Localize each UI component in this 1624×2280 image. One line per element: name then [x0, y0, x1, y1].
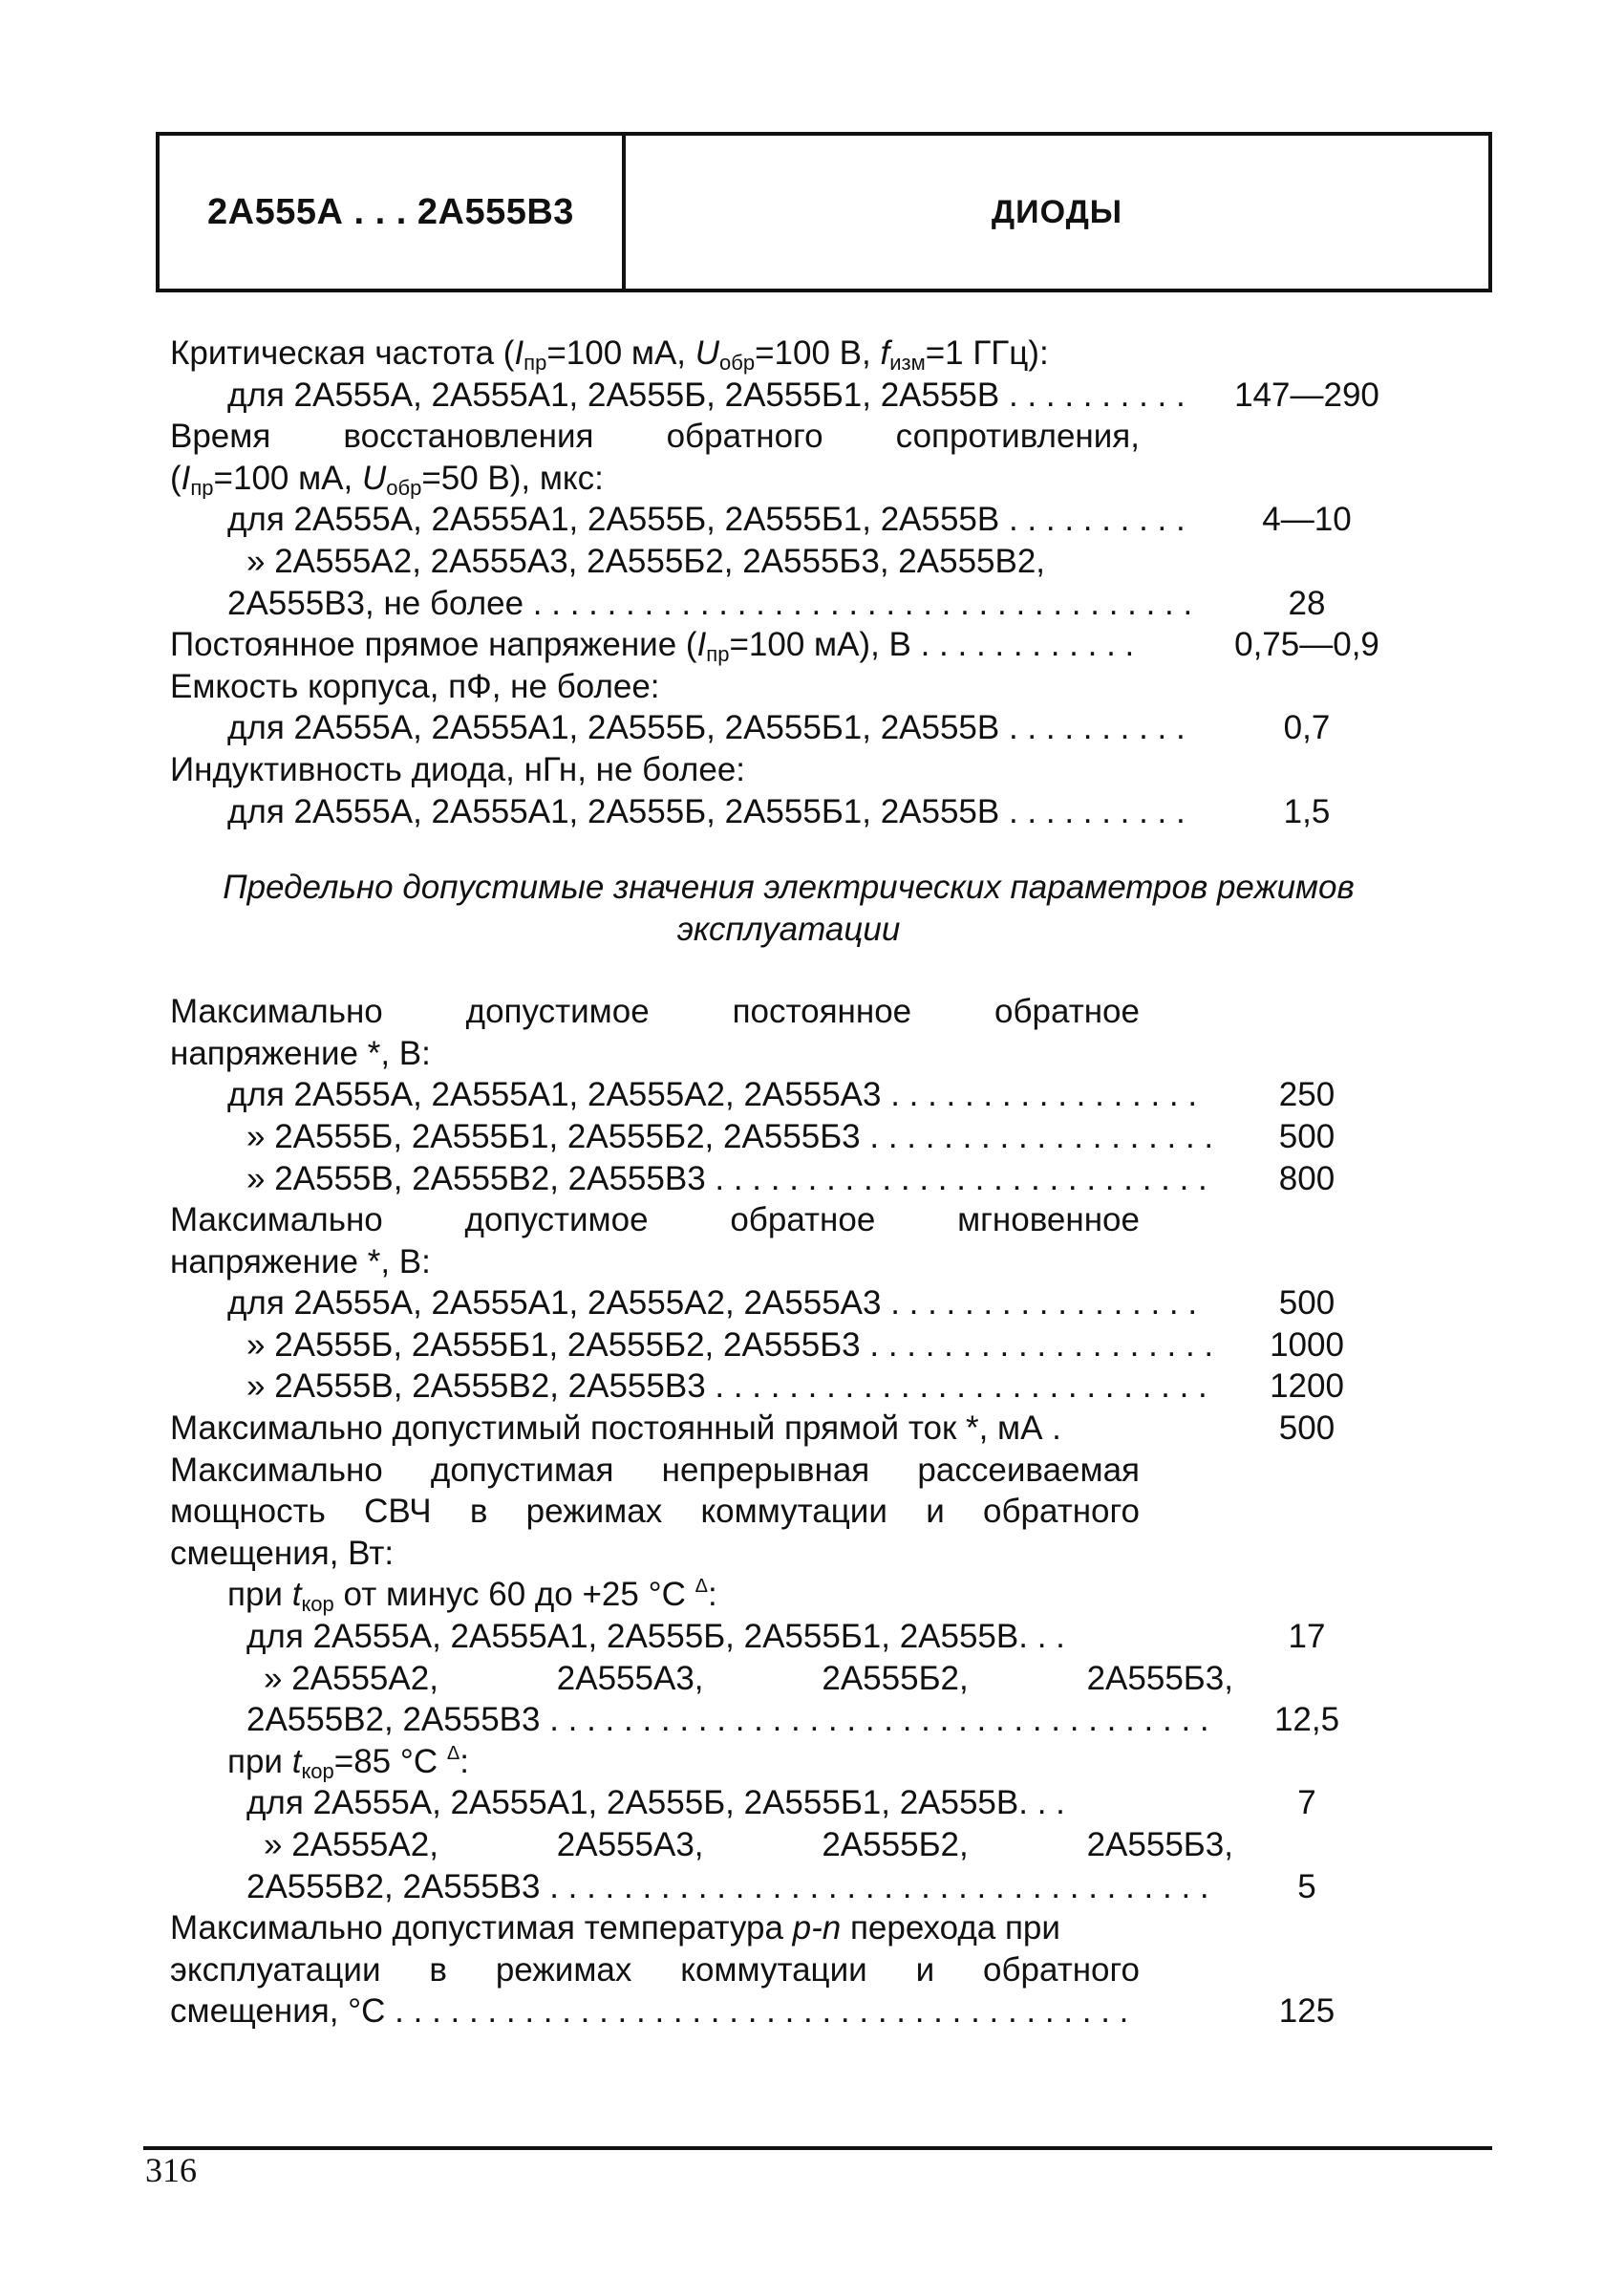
param-inductance-row: для 2А555А, 2А555А1, 2А555Б, 2А555Б1, 2А555В . . . 1,5	[170, 791, 1441, 833]
param-recovery-row-1: для 2А555А, 2А555А1, 2А555Б, 2А555Б1, 2А555В . . . 4—10	[170, 499, 1441, 541]
spec-content	[170, 333, 1441, 2033]
param-forward-voltage: Постоянное прямое напряжение ($I_{пр}=100$ мА), В . . . 0,75—0,9	[170, 624, 1441, 666]
limit-power-cond-2-row: для 2А555А, 2А555А1, 2А555Б, 2А555Б1, 2А555В. . . 7	[246, 1784, 1316, 1822]
limit-power-line-1: Максимально допустимая непрерывная рассеиваемая	[170, 1451, 1140, 1489]
limit-power-cond-1-row: для 2А555А, 2А555А1, 2А555Б, 2А555Б1, 2А555В. . . 17	[246, 1618, 1326, 1656]
limit-inst-reverse-tail: напряжение *, В:	[170, 1242, 431, 1280]
limit-inst-reverse-row: » 2А555Б, 2А555Б1, 2А555Б2, 2А555Б3 . . . 1000	[170, 1324, 1441, 1366]
param-recovery-conditions: ($I_{пр}=100$ мА, $U_{обр}=50$ В), мкс:	[170, 459, 604, 500]
limit-power-cond-2-row: 2А555В2, 2А555В3 . . . 5	[170, 1866, 1441, 1908]
header-model: 2А555А . . . 2А555В3	[160, 136, 626, 289]
limit-inst-reverse-row: » 2А555В, 2А555В2, 2А555В3 . . . 1200	[170, 1366, 1441, 1408]
limit-power-cond-2: при $t_{кор}=85$ °С $^\Delta$:	[227, 1742, 469, 1783]
limit-power-cond-1-row: » 2А555А2, 2А555А3, 2А555Б2, 2А555Б3,	[264, 1659, 1233, 1697]
limit-power-cond-1: при $t_{кор}$ от минус 60 до +25 °С $^\Delta$:	[227, 1576, 717, 1617]
param-recovery-heading: Время восстановления обратного сопротивления,	[170, 418, 1140, 456]
limit-dc-reverse-row: » 2А555В, 2А555В2, 2А555В3 . . . 800	[170, 1158, 1441, 1200]
param-recovery-row-2b: 2А555В3, не более . . . 28	[170, 583, 1441, 625]
param-crit-freq-heading: Критическая частота ($I_{пр}=100$ мА, $U_{обр}=100$ В, $f_{изм}=1$ ГГц):	[170, 334, 1049, 375]
header-box	[156, 132, 1492, 292]
limit-inst-reverse-row: для 2А555А, 2А555А1, 2А555А2, 2А555А3 . . . 500	[170, 1282, 1441, 1324]
limit-power-cond-1-row: 2А555В2, 2А555В3 . . . 12,5	[170, 1699, 1441, 1741]
limit-inst-reverse-heading: Максимально допустимое обратное мгновенное	[170, 1201, 1140, 1239]
limit-temp-line-3: смещения, °С . . . 125	[170, 1990, 1441, 2033]
limit-dc-reverse-row: для 2А555А, 2А555А1, 2А555А2, 2А555А3 . . . 250	[170, 1074, 1441, 1116]
limit-dc-reverse-heading: Максимально допустимое постоянное обратное	[170, 993, 1140, 1031]
page-number: 316	[145, 2151, 197, 2189]
limit-dc-reverse-row: » 2А555Б, 2А555Б1, 2А555Б2, 2А555Б3 . . . 500	[170, 1116, 1441, 1158]
limit-forward-current: Максимально допустимый постоянный прямой ток *, мА . 500	[170, 1409, 1336, 1448]
limit-power-line-2: мощность СВЧ в режимах коммутации и обратного	[170, 1493, 1140, 1531]
param-inductance-heading: Индуктивность диода, нГн, не более:	[170, 750, 746, 788]
limit-temp-line-2: эксплуатации в режимах коммутации и обратного	[170, 1950, 1140, 1989]
param-capacitance-heading: Емкость корпуса, пФ, не более:	[170, 667, 660, 705]
limit-power-line-3: смещения, Вт:	[170, 1534, 395, 1572]
param-capacitance-row: для 2А555А, 2А555А1, 2А555Б, 2А555Б1, 2А555В . . . 0,7	[170, 707, 1441, 749]
section-title: Предельно допустимые значения электрических параметров режимов эксплуатации	[223, 869, 1355, 949]
limit-dc-reverse-tail: напряжение *, В:	[170, 1034, 431, 1072]
limit-temp-line-1: Максимально допустимая температура p-n перехода при	[170, 1909, 1060, 1947]
param-crit-freq-row: для 2А555А, 2А555А1, 2А555Б, 2А555Б1, 2А555В . . . 147—290	[170, 375, 1441, 417]
footer-rule	[143, 2146, 1492, 2150]
param-recovery-row-2a: » 2А555А2, 2А555А3, 2А555Б2, 2А555Б3, 2А555В2,	[246, 542, 1046, 580]
limit-power-cond-2-row: » 2А555А2, 2А555А3, 2А555Б2, 2А555Б3,	[264, 1826, 1233, 1863]
header-category: ДИОДЫ	[991, 193, 1123, 230]
